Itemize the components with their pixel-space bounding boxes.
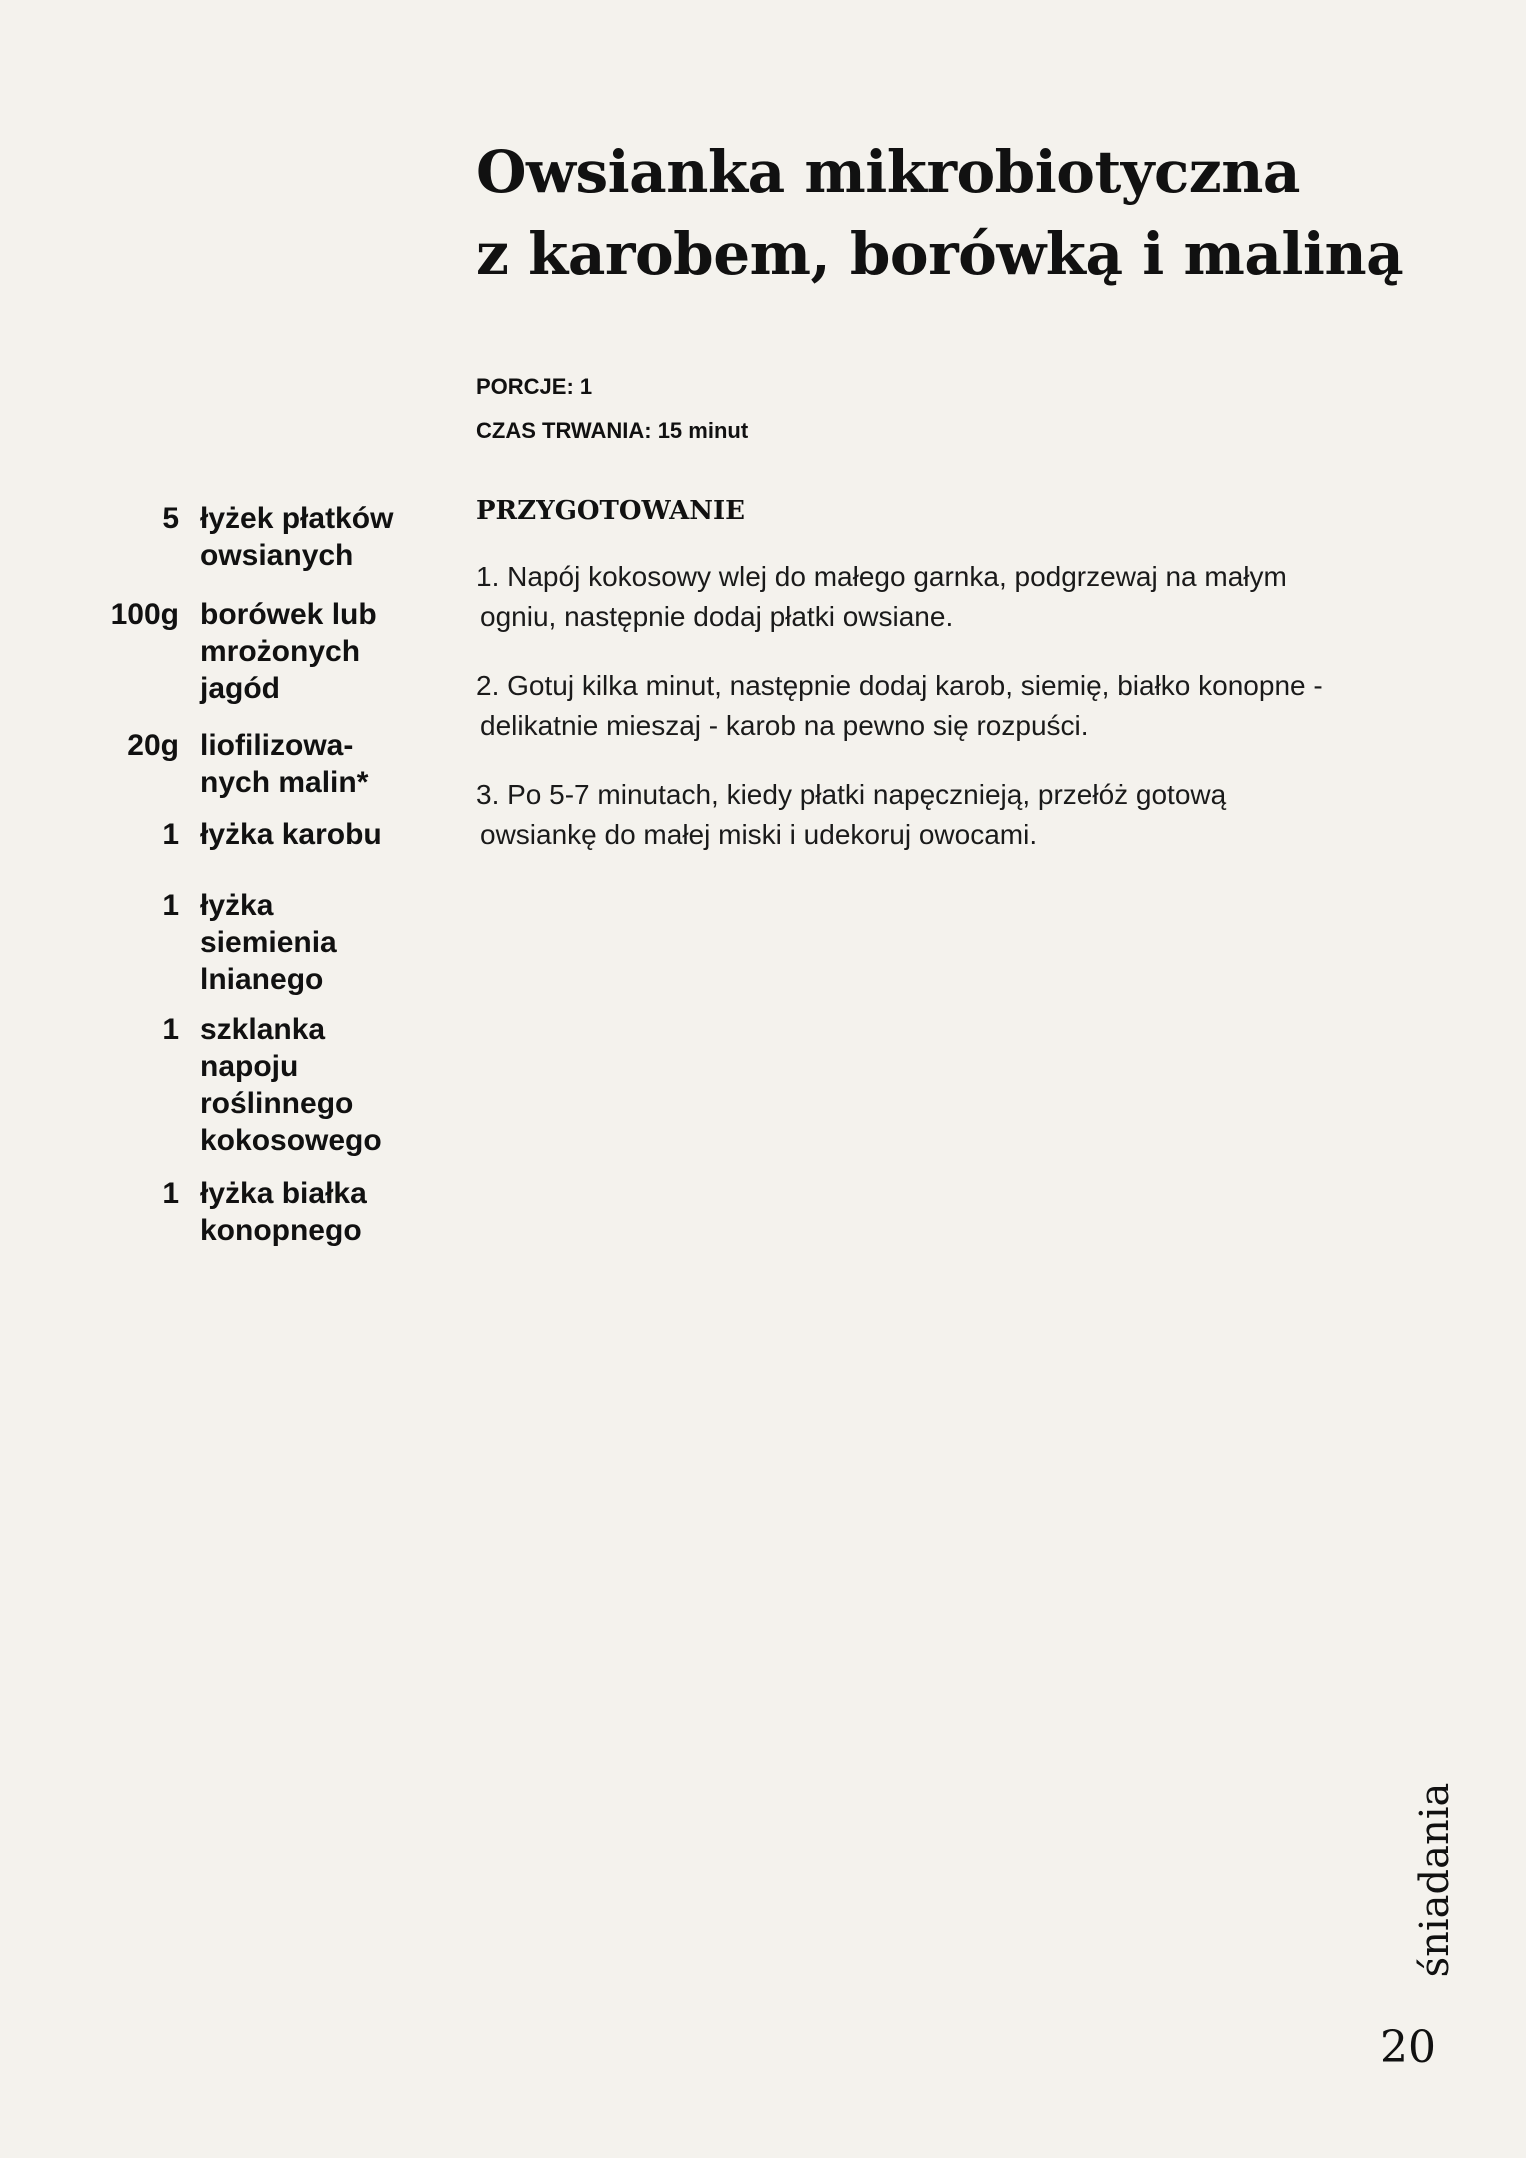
section-label-text: śniadania — [1412, 1782, 1458, 1978]
ingredient-name-line: nych malin* — [200, 766, 369, 799]
portions-info: PORCJE: 1 — [476, 374, 593, 399]
preparation-step — [476, 557, 1456, 637]
ingredient-quantity: 5 — [162, 502, 179, 535]
ingredient-name-line: borówek lub — [200, 598, 377, 631]
ingredient-name-line: owsianych — [200, 539, 354, 572]
ingredient-name-line: mrożonych — [200, 635, 361, 668]
ingredient-name-line: lnianego — [200, 963, 324, 996]
step-line: owsiankę do małej miski i udekoruj owocami. — [480, 819, 1038, 850]
recipe-title — [476, 131, 1476, 295]
ingredient-name — [200, 727, 415, 801]
ingredient-name-line: kokosowego — [200, 1124, 382, 1157]
ingredient-name-line: łyżka — [200, 889, 274, 922]
ingredient-name — [200, 887, 415, 998]
step-line: 1. Napój kokosowy wlej do małego garnka, podgrzewaj na małym — [476, 561, 1287, 592]
ingredient-name — [200, 1011, 415, 1159]
ingredient-name-line: łyżka białka — [200, 1177, 367, 1210]
page-number: 20 — [1380, 2022, 1436, 2073]
step-line: ogniu, następnie dodaj płatki owsiane. — [480, 601, 954, 632]
step-line: delikatnie mieszaj - karob na pewno się rozpuści. — [480, 710, 1089, 741]
preparation-step — [476, 775, 1456, 855]
ingredients-list — [0, 0, 420, 1300]
ingredient-name-line: siemienia — [200, 926, 337, 959]
ingredient-quantity: 1 — [162, 889, 179, 922]
ingredient-name — [200, 816, 415, 853]
ingredient-name-line: szklanka — [200, 1013, 326, 1046]
ingredient-name-line: łyżek płatków — [200, 502, 394, 535]
ingredient-name-line: napoju — [200, 1050, 299, 1083]
ingredient-name-line: liofilizowa- — [200, 729, 354, 762]
ingredient-name — [200, 596, 415, 707]
ingredient-quantity: 1 — [162, 1013, 179, 1046]
ingredient-quantity: 1 — [162, 1177, 179, 1210]
section-label — [1360, 1780, 1510, 1980]
recipe-title-line-1: Owsianka mikrobiotyczna — [476, 137, 1300, 206]
preparation-heading: PRZYGOTOWANIE — [476, 496, 746, 526]
step-line: 3. Po 5-7 minutach, kiedy płatki napęcznieją, przełóż gotową — [476, 779, 1227, 810]
ingredient-name-line: łyżka karobu — [200, 818, 382, 851]
ingredient-name-line: jagód — [200, 672, 280, 705]
ingredient-quantity: 20g — [127, 729, 179, 762]
ingredient-name — [200, 500, 415, 574]
ingredient-quantity: 100g — [110, 598, 179, 631]
ingredient-name — [200, 1175, 415, 1249]
step-line: 2. Gotuj kilka minut, następnie dodaj karob, siemię, białko konopne - — [476, 670, 1323, 701]
ingredient-name-line: roślinnego — [200, 1087, 354, 1120]
ingredient-name-line: konopnego — [200, 1214, 362, 1247]
ingredient-quantity: 1 — [162, 818, 179, 851]
preparation-step — [476, 666, 1456, 746]
duration-info: CZAS TRWANIA: 15 minut — [476, 418, 749, 443]
recipe-title-line-2: z karobem, borówką i maliną — [476, 219, 1404, 288]
